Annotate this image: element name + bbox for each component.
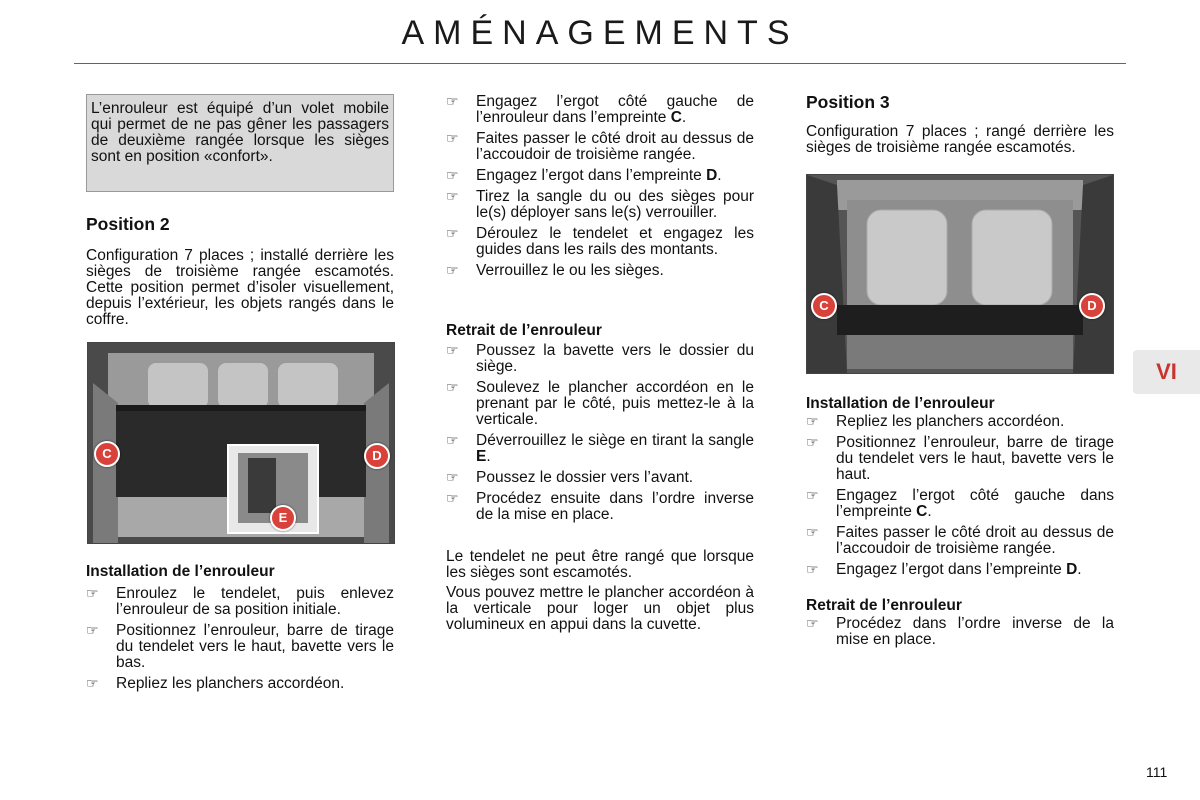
retrait-heading-middle: Retrait de l’enrouleur [446, 322, 602, 339]
install-heading-left: Installation de l’enrouleur [86, 563, 275, 580]
marker-e: E [270, 505, 296, 531]
install-heading-right: Installation de l’enrouleur [806, 395, 995, 412]
pointing-hand-icon: ☞ [446, 432, 459, 448]
pointing-hand-icon: ☞ [446, 167, 459, 183]
pointing-hand-icon: ☞ [446, 469, 459, 485]
list-item: ☞ Soulevez le plancher accordéon en le prenant par le côté, puis mettez-le à la verticale. [446, 379, 754, 428]
pointing-hand-icon: ☞ [446, 490, 459, 506]
list-item: ☞ Enroulez le tendelet, puis enlevez l’enrouleur de sa position initiale. [86, 585, 394, 618]
list-item: ☞ Positionnez l’enrouleur, barre de tirage du tendelet vers le haut, bavette vers le haut. [806, 434, 1114, 483]
pointing-hand-icon: ☞ [446, 93, 459, 109]
trunk-photo-position-3 [806, 174, 1114, 374]
pointing-hand-icon: ☞ [446, 379, 459, 395]
pointing-hand-icon: ☞ [806, 524, 819, 540]
pointing-hand-icon: ☞ [446, 225, 459, 241]
list-item: ☞ Engagez l’ergot dans l’empreinte D. [446, 167, 722, 184]
install-list-left [86, 586, 394, 692]
list-item: ☞ Engagez l’ergot dans l’empreinte D. [806, 561, 1082, 578]
retrait-heading-right: Retrait de l’enrouleur [806, 597, 962, 614]
trunk-illustration [807, 175, 1113, 373]
note-plancher: Vous pouvez mettre le plancher accordéon à la verticale pour loger un objet plus volumineux en appui dans la cuvette. [446, 584, 754, 633]
trunk-photo-position-2 [87, 342, 395, 544]
title-divider [74, 63, 1126, 64]
page-title: AMÉNAGEMENTS [401, 14, 799, 52]
list-item: ☞ Déroulez le tendelet et engagez les guides dans les rails des montants. [446, 225, 754, 258]
note-tendelet: Le tendelet ne peut être rangé que lorsque les sièges sont escamotés. [446, 548, 754, 581]
pointing-hand-icon: ☞ [446, 262, 459, 278]
install-list-right [806, 414, 1114, 578]
marker-c: C [94, 441, 120, 467]
retrait-list-right [806, 616, 1114, 648]
list-item: ☞ Poussez le dossier vers l’avant. [446, 469, 694, 486]
position-2-heading: Position 2 [86, 214, 170, 234]
column-middle [446, 94, 754, 633]
retrait-list-middle [446, 343, 754, 523]
info-box [86, 94, 394, 192]
marker-d: D [364, 443, 390, 469]
column-right [806, 94, 1114, 653]
pointing-hand-icon: ☞ [446, 188, 459, 204]
pointing-hand-icon: ☞ [86, 585, 99, 601]
page-number: 111 [1146, 764, 1168, 780]
position-2-text: Configuration 7 places ; installé derrière les sièges de troisième rangée escamotés. Cette position permet d’isoler visuellement, depuis l’extérieur, les objets rangés dans le coffre. [86, 247, 394, 328]
list-item: ☞ Tirez la sangle du ou des sièges pour le(s) déployer sans le(s) verrouiller. [446, 188, 754, 221]
list-item: ☞ Repliez les planchers accordéon. [86, 675, 345, 692]
list-item: ☞ Verrouillez le ou les sièges. [446, 262, 664, 279]
pointing-hand-icon: ☞ [806, 561, 819, 577]
position-3-text: Configuration 7 places ; rangé derrière les sièges de troisième rangée escamotés. [806, 123, 1114, 156]
list-item: ☞ Positionnez l’enrouleur, barre de tirage du tendelet vers le haut, bavette vers le bas. [86, 622, 394, 671]
list-item: ☞ Faites passer le côté droit au dessus de l’accoudoir de troisième rangée. [806, 524, 1114, 557]
marker-d: D [1079, 293, 1105, 319]
trunk-illustration [88, 343, 394, 543]
pointing-hand-icon: ☞ [806, 615, 819, 631]
pointing-hand-icon: ☞ [806, 434, 819, 450]
pointing-hand-icon: ☞ [806, 487, 819, 503]
list-item: ☞ Poussez la bavette vers le dossier du siège. [446, 342, 754, 375]
chapter-tab: VI [1133, 350, 1200, 394]
list-item: ☞ Procédez dans l’ordre inverse de la mise en place. [806, 615, 1114, 648]
pointing-hand-icon: ☞ [446, 342, 459, 358]
install-steps-list [446, 94, 754, 279]
pointing-hand-icon: ☞ [86, 622, 99, 638]
list-item: ☞ Engagez l’ergot côté gauche dans l’empreinte C. [806, 487, 1114, 520]
list-item: ☞ Déverrouillez le siège en tirant la sangle E. [446, 432, 754, 465]
info-box-text: L’enrouleur est équipé d’un volet mobile qui permet de ne pas gêner les passagers de deuxième rangée lorsque les sièges sont en position «confort». [91, 100, 389, 165]
pointing-hand-icon: ☞ [446, 130, 459, 146]
marker-c: C [811, 293, 837, 319]
column-left [86, 94, 394, 697]
pointing-hand-icon: ☞ [806, 413, 819, 429]
list-item: ☞ Procédez ensuite dans l’ordre inverse de la mise en place. [446, 490, 754, 523]
list-item: ☞ Engagez l’ergot côté gauche de l’enrouleur dans l’empreinte C. [446, 93, 754, 126]
list-item: ☞ Repliez les planchers accordéon. [806, 413, 1065, 430]
list-item: ☞ Faites passer le côté droit au dessus de l’accoudoir de troisième rangée. [446, 130, 754, 163]
pointing-hand-icon: ☞ [86, 675, 99, 691]
position-3-heading: Position 3 [806, 92, 890, 112]
